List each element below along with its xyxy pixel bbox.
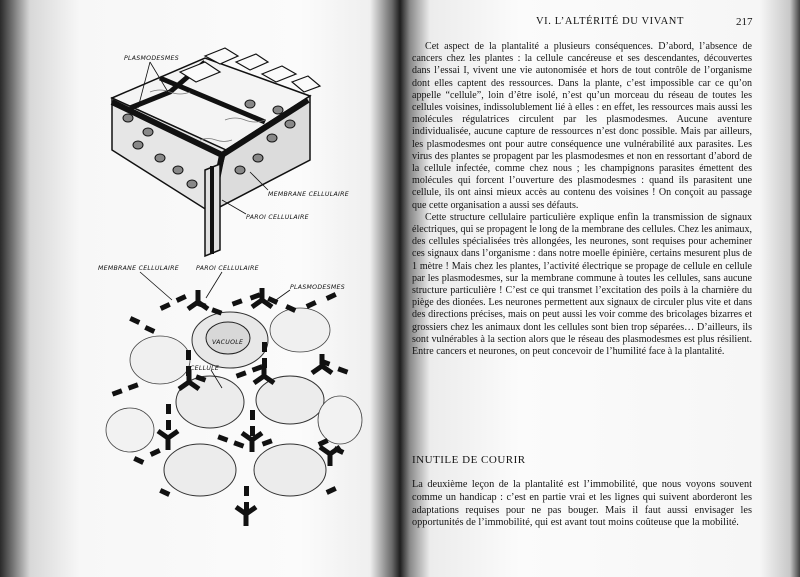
paragraph-2: Cette structure cellulaire particulière explique enfin la transmission de signaux électriques, qui se propagent le long de la membrane des cellules. Chez les animaux, des cellules spécialisées très allongées, les neurones, sont requises pour acheminer ces signaux dans l’organisme : dans notre moelle épinière, certains mesurent plus de 1 mètre ! Mais chez les plantes, l’activité électrique se propage de cellule en cellule par les plasmodesmes, sur la membrane commune à toutes les cellules, sans aucune structure particulière ! C’est ce qui transmet l’excitation des poils à la charnière du piège des dionées. Les neurones permettent aux signaux de circuler plus vite et dans des directions précises, mais on peut aussi les voir comme des bricolages bizarres et grossiers chez les animaux dont les cellules sont bien trop séparées… D’ailleurs, ils sont vulnérables à la section alors que le réseau des plasmodesmes est plus résilient. Entre cancers et neurones, on peut concevoir de l’humilité face à la plantalité. <box>412 211 752 358</box>
page-number: 217 <box>736 16 753 28</box>
label-plasmodesmes-top: PLASMODESMES <box>124 55 179 62</box>
label-cellule: CELLULE <box>190 365 220 372</box>
label-paroi-bottom: PAROI CELLULAIRE <box>196 265 259 272</box>
body-text <box>412 41 752 358</box>
figure-3d-cell-walls <box>112 48 320 256</box>
running-head: VI. L’ALTÉRITÉ DU VIVANT <box>536 16 684 27</box>
label-vacuole: VACUOLE <box>212 339 244 346</box>
label-plasmodesmes-bottom: PLASMODESMES <box>290 284 345 291</box>
paragraph-1: Cet aspect de la plantalité a plusieurs conséquences. D’abord, l’absence de cancers chez les plantes : la cellule cancéreuse et ses descendantes, découvertes dans l’essai I, vivent une vie autonomisée et hors de tout contrôle de l’organisme dont elles captent des ressources. Dans la plante, c’est impossible car ce qu’on appelle “cellule”, loin d’être isolé, n’est qu’un morceau du réseau de toutes les cellules voisines, indissolublement lié à elles : en effet, les ressources mais aussi les molécules régulatrices circulent par les plasmodesmes. Aucune aventure individualisée, aucune capture de ressources n’est donc possible. Mais par ailleurs, les plasmodesmes ont pour autre conséquence une vulnérabilité aux parasites. Les virus des plantes se propagent par les plasmodesmes et non en ressortant d’abord de la cellule infectée, comme chez nous ; les champignons parasites émettent des molécules qui forcent l’ouverture des plasmodesmes : quand ils parasitent une cellule, ils ont ainsi mieux accès au contenu des voisines ! On conçoit au passage que cette organisation a aussi ses défauts. <box>412 41 752 211</box>
figure-cell-network <box>106 272 362 526</box>
section-heading: INUTILE DE COURIR <box>412 454 526 466</box>
label-membrane-bottom: MEMBRANE CELLULAIRE <box>98 265 179 272</box>
label-paroi-top: PAROI CELLULAIRE <box>246 214 309 221</box>
label-membrane-top: MEMBRANE CELLULAIRE <box>268 191 349 198</box>
section-paragraph: La deuxième leçon de la plantalité est l’immobilité, que nous voyons souvent comme un handicap : c’est en partie vrai et les lignes qui suivent aborderont les adaptations requises pour ne pas bouger. Mais il faut aussi envisager les opportunités de l’immobilité, qui est avant tout moins coûteuse que la mobilité. <box>412 479 752 529</box>
section-body-text <box>412 479 752 530</box>
